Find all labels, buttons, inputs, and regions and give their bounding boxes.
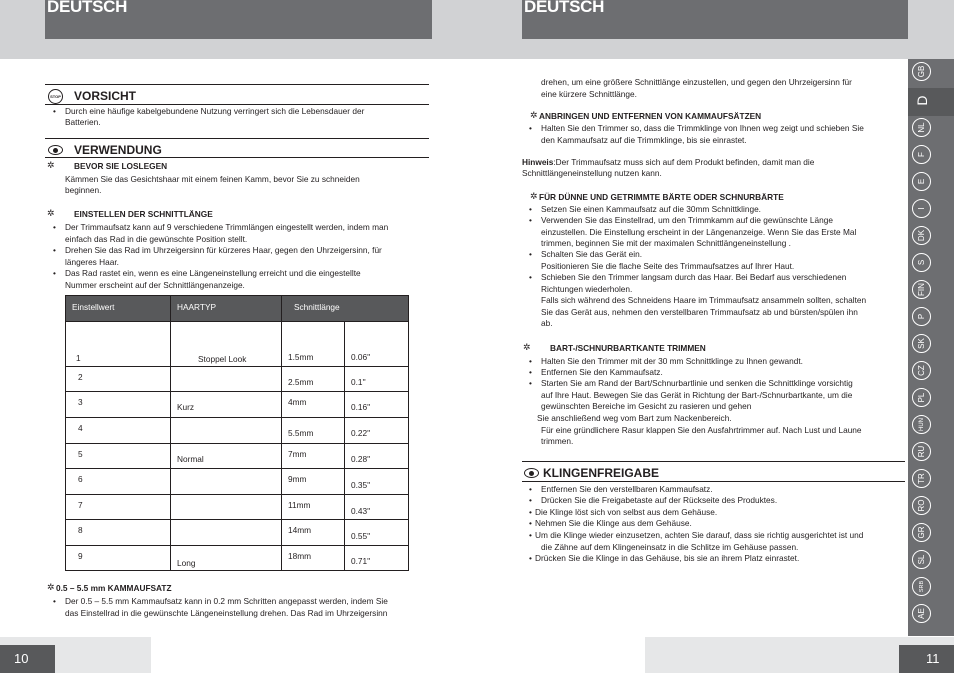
duenne-line: einzustellen. Die Einstellung erscheint in der Längenanzeige. Wenn Sie das Erste Mal xyxy=(541,227,857,237)
cut-length-table xyxy=(65,295,409,571)
einstellen-bullet-1: • Der Trimmaufsatz kann auf 9 verschiedene Trimmlängen eingestellt werden, indem man xyxy=(53,222,389,232)
table-cell-mm: 1.5mm xyxy=(282,322,345,367)
vorsicht-bullet-cont: Batterien. xyxy=(65,117,101,127)
language-tab-p[interactable]: P xyxy=(912,307,931,326)
kamm-bullet: • Der 0.5 – 5.5 mm Kammaufsatz kann in 0.2 mm Schritten angepasst werden, indem Sie xyxy=(53,596,388,606)
verwendung-bottom-rule xyxy=(45,157,429,158)
left-page-number-box xyxy=(0,645,55,673)
language-tab-gb[interactable]: GB xyxy=(912,62,931,81)
klingen-line: • Entfernen Sie den verstellbaren Kammaufsatz. xyxy=(529,484,713,494)
gear-icon: ✲ xyxy=(47,160,55,170)
table-cell-type xyxy=(171,495,282,520)
klingen-top-rule xyxy=(522,461,905,462)
duenne-line: ab. xyxy=(541,318,553,328)
table-cell-mm: 5.5mm xyxy=(282,418,345,444)
table-cell-setting: 9 xyxy=(66,546,171,571)
table-row xyxy=(66,546,409,571)
table-cell-mm: 2.5mm xyxy=(282,367,345,392)
right-header-bar xyxy=(522,0,908,39)
language-tab-fin[interactable]: FIN xyxy=(912,280,931,299)
language-tab-ae[interactable]: AE xyxy=(912,604,931,623)
vorsicht-bullet: • Durch eine häufige kabelgebundene Nutzung verringert sich die Lebensdauer der xyxy=(53,106,365,116)
table-cell-mm: 14mm xyxy=(282,520,345,546)
language-tab-ru[interactable]: RU xyxy=(912,442,931,461)
vorsicht-title: VORSICHT xyxy=(74,89,137,103)
bevor-text-cont: beginnen. xyxy=(65,185,102,195)
klingen-line: • Drücken Sie die Freigabetaste auf der Rückseite des Produktes. xyxy=(529,495,778,505)
table-cell-type: Normal xyxy=(171,444,282,469)
klingen-line: die Zähne auf dem Klingeneinsatz in die Schlitze im Gehäuse passen. xyxy=(541,542,799,552)
duenne-line: • Schalten Sie das Gerät ein. xyxy=(529,249,643,259)
table-row xyxy=(66,520,409,546)
language-tab-s[interactable]: S xyxy=(912,253,931,272)
einstellen-bullet-1-cont: einfach das Rad in die gewünschte Position stellt. xyxy=(65,234,248,244)
anbringen-bullet-cont: den Kammaufsatz auf die Trimmklinge, bis sie einrastet. xyxy=(541,135,747,145)
language-sidebar xyxy=(908,59,954,636)
table-cell-type: Stoppel Look xyxy=(171,322,282,367)
table-row xyxy=(66,495,409,520)
eye-icon xyxy=(524,468,539,478)
left-header-title: DEUTSCH xyxy=(47,0,128,16)
table-cell-type: Kurz xyxy=(171,392,282,418)
left-header-bar xyxy=(45,0,432,39)
verwendung-top-rule xyxy=(45,138,429,139)
einstellen-bullet-2-cont: längeres Haar. xyxy=(65,257,119,267)
table-cell-setting: 5 xyxy=(66,444,171,469)
klingen-title: KLINGENFREIGABE xyxy=(543,466,660,480)
duenne-line: Falls sich während des Schneidens Haare im Trimmaufsatz ansammeln sollten, schalten xyxy=(541,295,867,305)
continued-text: drehen, um eine größere Schnittlänge einzustellen, und gegen den Uhrzeigersinn für xyxy=(541,77,852,87)
table-cell-inch: 0.43'' xyxy=(345,495,409,520)
language-tab-d[interactable]: D xyxy=(913,95,930,106)
duenne-subtitle: FÜR DÜNNE UND GETRIMMTE BÄRTE ODER SCHNURBÄRTE xyxy=(539,192,784,202)
table-cell-mm: 11mm xyxy=(282,495,345,520)
table-cell-type: Long xyxy=(171,546,282,571)
language-tab-f[interactable]: F xyxy=(912,145,931,164)
bart-line: Sie anschließend weg vom Bart zum Nackenbereich. xyxy=(537,413,732,423)
language-tab-tr[interactable]: TR xyxy=(912,469,931,488)
table-header-cell: Schnittlänge xyxy=(282,296,409,322)
duenne-line: Positionieren Sie die flache Seite des Trimmaufsatzes auf Ihrer Haut. xyxy=(541,261,795,271)
gear-icon: ✲ xyxy=(530,110,538,120)
klingen-line: • Nehmen Sie die Klinge aus dem Gehäuse. xyxy=(529,518,692,528)
klingen-line: • Die Klinge löst sich von selbst aus dem Gehäuse. xyxy=(529,507,718,517)
table-row xyxy=(66,392,409,418)
table-cell-setting: 7 xyxy=(66,495,171,520)
table-row xyxy=(66,322,409,367)
right-page-number-box xyxy=(899,645,954,673)
bart-line: • Halten Sie den Trimmer mit der 30 mm Schnittklinge zu Ihnen gewandt. xyxy=(529,356,803,366)
duenne-line: Sie das Gerät aus, nehmen den verstellbaren Trimmaufsatz ab und bürsten/spülen ihn xyxy=(541,307,858,317)
bart-line: • Starten Sie am Rand der Bart/Schnurbartlinie und senken die Schnittklinge vorsichtig xyxy=(529,378,853,388)
bevor-text: Kämmen Sie das Gesichtshaar mit einem feinen Kamm, bevor Sie zu schneiden xyxy=(65,174,360,184)
einstellen-bullet-3-cont: Nummer erscheint auf der Schnittlängenanzeige. xyxy=(65,280,245,290)
eye-icon xyxy=(48,145,63,155)
language-tab-nl[interactable]: NL xyxy=(912,118,931,137)
hinweis-text: Hinweis:Der Trimmaufsatz muss sich auf dem Produkt befinden, damit man die xyxy=(522,157,815,167)
bart-line: Für eine gründlichere Rasur klappen Sie den Ausfahrtrimmer auf. Nach Lust und Laune xyxy=(541,425,862,435)
bevor-subtitle: BEVOR SIE LOSLEGEN xyxy=(74,161,168,171)
continued-text-2: eine kürzere Schnittlänge. xyxy=(541,89,637,99)
table-row xyxy=(66,444,409,469)
klingen-bottom-rule xyxy=(522,481,905,482)
language-tab-srb[interactable]: SRB xyxy=(912,577,931,596)
language-tab-i[interactable]: I xyxy=(912,199,931,218)
bart-subtitle: BART-/SCHNURBARTKANTE TRIMMEN xyxy=(550,343,706,353)
language-tab-ro[interactable]: RO xyxy=(912,496,931,515)
duenne-line: • Schieben Sie den Trimmer langsam durch das Haar. Bei Bedarf aus verschiedenen xyxy=(529,272,847,282)
table-cell-inch: 0.16'' xyxy=(345,392,409,418)
anbringen-subtitle: ANBRINGEN UND ENTFERNEN VON KAMMAUFSÄTZEN xyxy=(539,111,762,121)
table-cell-setting: 6 xyxy=(66,469,171,495)
table-cell-type xyxy=(171,367,282,392)
table-cell-type xyxy=(171,520,282,546)
verwendung-title: VERWENDUNG xyxy=(74,143,162,157)
language-tab-pl[interactable]: PL xyxy=(912,388,931,407)
table-cell-setting: 4 xyxy=(66,418,171,444)
table-cell-mm: 9mm xyxy=(282,469,345,495)
anbringen-bullet: • Halten Sie den Trimmer so, dass die Trimmklinge von Ihnen weg zeigt und schieben Sie xyxy=(529,123,864,133)
bart-line: auf Ihre Haut. Bewegen Sie das Gerät in Richtung der Bart-/Schnurbartkante, um die xyxy=(541,390,853,400)
hinweis-text-cont: Schnittlängeneinstellung nutzen kann. xyxy=(522,168,662,178)
gear-icon: ✲ xyxy=(47,582,55,592)
table-cell-setting: 2 xyxy=(66,367,171,392)
table-cell-inch: 0.1'' xyxy=(345,367,409,392)
table-cell-type xyxy=(171,418,282,444)
table-cell-inch: 0.22'' xyxy=(345,418,409,444)
bart-line: gewünschten Bereiche im Gesicht zu rasieren und gehen xyxy=(541,401,752,411)
vorsicht-top-rule xyxy=(45,84,429,85)
table-header-row xyxy=(66,296,409,322)
klingen-line: • Um die Klinge wieder einzusetzen, achten Sie darauf, dass sie richtig ausgerichtet ist und xyxy=(529,530,864,540)
table-cell-inch: 0.71'' xyxy=(345,546,409,571)
table-cell-mm: 18mm xyxy=(282,546,345,571)
table-cell-inch: 0.06'' xyxy=(345,322,409,367)
einstellen-bullet-3: • Das Rad rastet ein, wenn es eine Längeneinstellung erreicht und die eingestellte xyxy=(53,268,361,278)
table-cell-setting: 8 xyxy=(66,520,171,546)
language-tab-gr[interactable]: GR xyxy=(912,523,931,542)
gear-icon: ✲ xyxy=(47,208,55,218)
language-tab-cz[interactable]: CZ xyxy=(912,361,931,380)
right-header-title: DEUTSCH xyxy=(524,0,605,16)
language-tab-sl[interactable]: SL xyxy=(912,550,931,569)
stop-icon: STOP xyxy=(48,89,63,104)
language-tab-e[interactable]: E xyxy=(912,172,931,191)
table-cell-setting: 3 xyxy=(66,392,171,418)
language-tab-dk[interactable]: DK xyxy=(912,226,931,245)
table-cell-inch: 0.28'' xyxy=(345,444,409,469)
table-row xyxy=(66,367,409,392)
table-cell-inch: 0.55'' xyxy=(345,520,409,546)
kamm-subtitle: 0.5 – 5.5 mm KAMMAUFSATZ xyxy=(56,583,172,593)
duenne-line: trimmen, beginnen Sie mit der maximalen Schnittlängeneinstellung . xyxy=(541,238,791,248)
table-cell-setting: 1 xyxy=(66,322,171,367)
table-cell-type xyxy=(171,469,282,495)
duenne-line: • Setzen Sie einen Kammaufsatz auf die 30mm Schnittklinge. xyxy=(529,204,761,214)
language-tab-sk[interactable]: SK xyxy=(912,334,931,353)
vorsicht-bottom-rule xyxy=(45,104,429,105)
table-header-cell: Einstellwert xyxy=(66,296,171,322)
duenne-line: Richtungen wiederholen. xyxy=(541,284,633,294)
einstellen-subtitle: EINSTELLEN DER SCHNITTLÄNGE xyxy=(74,209,213,219)
gear-icon: ✲ xyxy=(530,191,538,201)
right-page-number: 11 xyxy=(926,651,940,666)
table-row xyxy=(66,418,409,444)
table-cell-mm: 7mm xyxy=(282,444,345,469)
duenne-line: • Verwenden Sie das Einstellrad, um den Trimmkamm auf die gewünschte Länge xyxy=(529,215,833,225)
language-tab-hun[interactable]: HUN xyxy=(912,415,931,434)
bart-line: • Entfernen Sie den Kammaufsatz. xyxy=(529,367,663,377)
table-cell-inch: 0.35'' xyxy=(345,469,409,495)
einstellen-bullet-2: • Drehen Sie das Rad im Uhrzeigersinn für kürzeres Haar, gegen den Uhrzeigersinn, für xyxy=(53,245,382,255)
bart-line: trimmen. xyxy=(541,436,574,446)
gear-icon: ✲ xyxy=(523,342,531,352)
kamm-bullet-cont: das Einstellrad in die gewünschte Längeneinstellung drehen. Das Rad im Uhrzeigersinn xyxy=(65,608,388,618)
table-cell-mm: 4mm xyxy=(282,392,345,418)
table-row xyxy=(66,469,409,495)
klingen-line: • Drücken Sie die Klinge in das Gehäuse, bis sie an ihrem Platz einrastet. xyxy=(529,553,800,563)
left-page-number: 10 xyxy=(14,651,29,666)
table-header-cell: HAARTYP xyxy=(171,296,282,322)
